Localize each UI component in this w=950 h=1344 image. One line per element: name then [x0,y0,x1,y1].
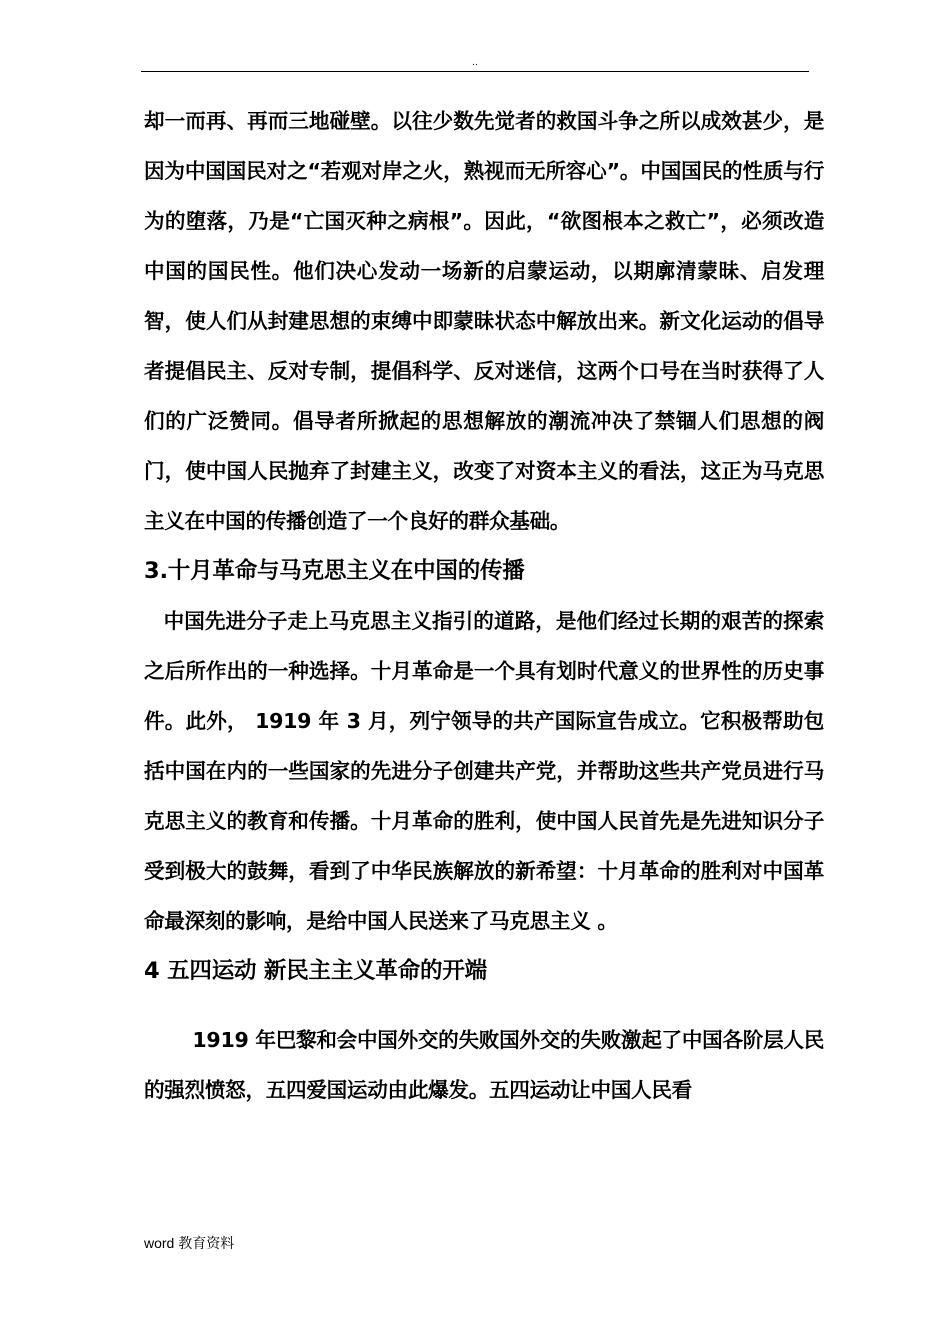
footer-label: word 教育资料 [144,1235,235,1251]
section-heading-4: 4 五四运动 新民主主义革命的开端 [144,958,487,984]
paragraph-may-fourth: 1919 年巴黎和会中国外交的失败国外交的失败激起了中国各阶层人民的强烈愤怒，五四爱国运动由此爆发。五四运动让中国人民看 [144,1028,824,1102]
document-body [144,96,824,1115]
header-rule [141,71,809,72]
header-mark: .. [472,58,478,68]
paragraph-new-culture: 却一而再、再而三地碰壁。以往少数先觉者的救国斗争之所以成效甚少，是因为中国国民对之“若观对岸之火，熟视而无所容心”。中国国民的性质与行为的堕落，乃是“亡国灭种之病根”。因此，“欲图根本之救亡”，必须改造中国的国民性。他们决心发动一场新的启蒙运动，以期廓清蒙昧、启发理智，使人们从封建思想的束缚中即蒙昧状态中解放出来。新文化运动的倡导者提倡民主、反对专制，提倡科学、反对迷信，这两个口号在当时获得了人们的广泛赞同。倡导者所掀起的思想解放的潮流冲决了禁锢人们思想的阀门，使中国人民抛弃了封建主义，改变了对资本主义的看法，这正为马克思主义在中国的传播创造了一个良好的群众基础。 [144,109,824,533]
paragraph-october-revolution: 中国先进分子走上马克思主义指引的道路，是他们经过长期的艰苦的探索之后所作出的一种选择。十月革命是一个具有划时代意义的世界性的历史事件。此外， 1919 年 3 月，列宁领导的共产国际宣告成立。它积极帮助包括中国在内的一些国家的先进分子创建共产党，并帮助这些共产党员进行马克思主义的教育和传播。十月革命的胜利，使中国人民首先是先进知识分子受到极大的鼓舞，看到了中华民族解放的新希望：十月革命的胜利对中国革命最深刻的影响，是给中国人民送来了马克思主义 。 [144,609,824,933]
section-heading-3: 3.十月革命与马克思主义在中国的传播 [144,558,525,584]
